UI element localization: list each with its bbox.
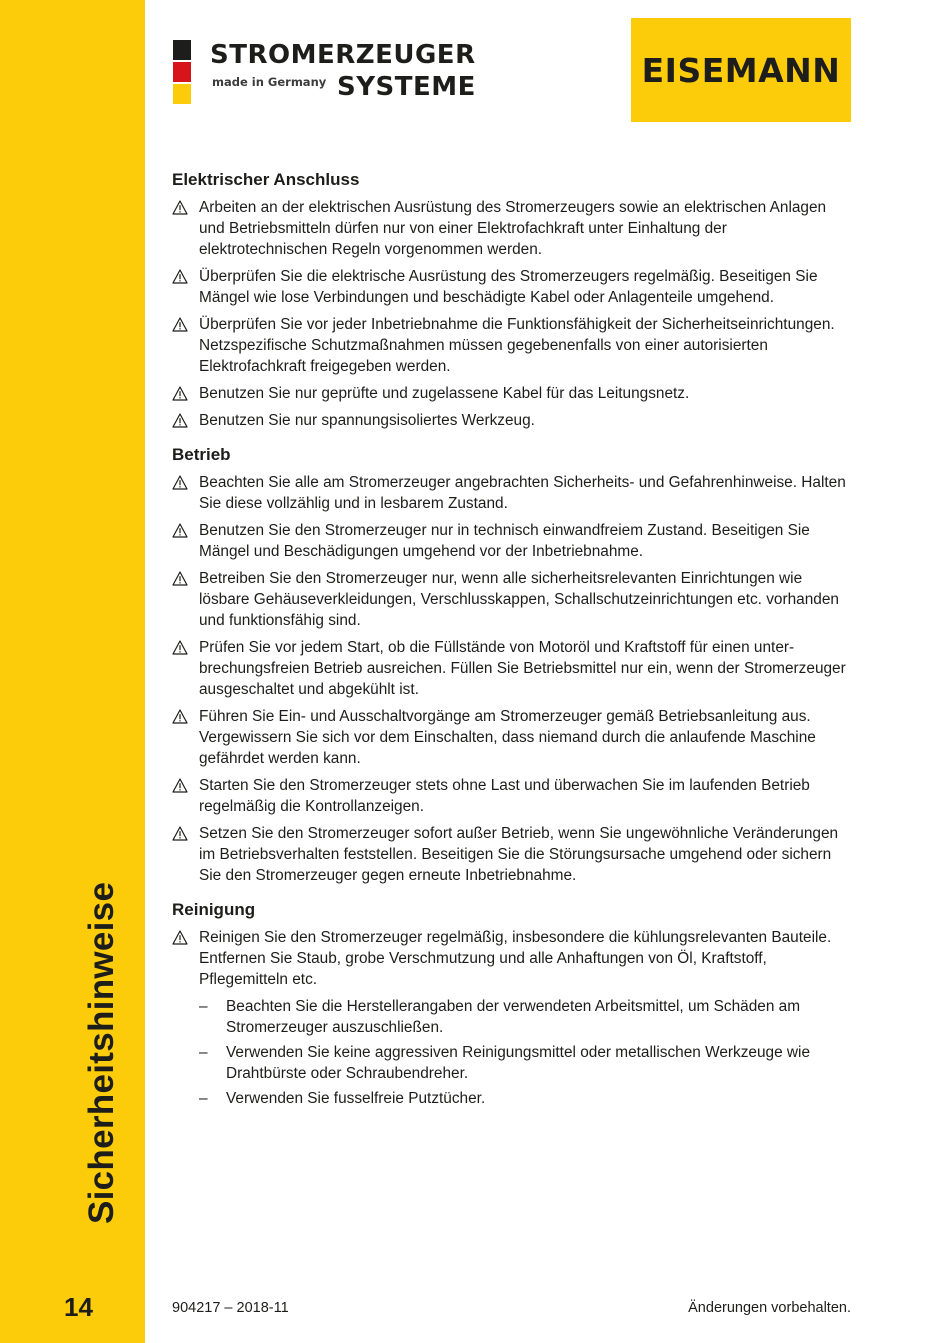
- list-item: [172, 775, 852, 817]
- warning-icon: [172, 386, 188, 401]
- sub-list-item-text: Verwenden Sie keine aggressiven Reinigungsmittel oder metallischen Werkzeuge wie Drahtbürste oder Schraubendreher.: [226, 1044, 811, 1082]
- sub-list-item: [172, 1088, 852, 1109]
- list-item: [172, 472, 852, 514]
- warning-icon: [172, 709, 188, 724]
- list-item: [172, 383, 852, 404]
- list-item: [172, 927, 852, 990]
- list-item-text: Reinigen Sie den Stromerzeuger regelmäßig, insbesondere die kühlungsrelevanten Bauteile. Entfernen Sie Staub, grobe Verschmutzung und alle Anhaftungen von Öl, Kraftstoff, Pflegemitteln etc.: [199, 929, 832, 988]
- brand-logo: [631, 18, 851, 122]
- list-item: [172, 637, 852, 700]
- warning-icon: [172, 826, 188, 841]
- content: [172, 168, 852, 1121]
- section-reinigung: [172, 898, 852, 1109]
- sub-list-item: [172, 1042, 852, 1084]
- sub-list-item: [172, 996, 852, 1038]
- list-item-text: Betreiben Sie den Stromerzeuger nur, wenn alle sicherheitsrelevanten Einrichtungen wie lösbare Gehäuseverkleidungen, Verschlusskappen, Schallschutzeinrichtungen etc. vorhanden und funktionsfähig sind.: [199, 570, 839, 629]
- list-item-text: Benutzen Sie nur geprüfte und zugelassene Kabel für das Leitungsnetz.: [199, 385, 690, 402]
- section-heading: Elektrischer Anschluss: [172, 170, 360, 189]
- logo-tagline: made in Germany: [212, 75, 327, 89]
- section-heading: Reinigung: [172, 900, 256, 919]
- logo-line2: SYSTEME: [337, 72, 476, 102]
- warning-icon: [172, 523, 188, 538]
- warning-icon: [172, 413, 188, 428]
- dash-bullet: –: [199, 998, 208, 1015]
- warning-icon: [172, 778, 188, 793]
- list-item: [172, 520, 852, 562]
- list-item-text: Setzen Sie den Stromerzeuger sofort außer Betrieb, wenn Sie ungewöhnliche Veränderungen im Betriebsverhalten feststellen. Beseitigen Sie die Störungsursache umgehend oder sichern Sie den Stromerzeuger gegen erneute Inbetriebnahme.: [199, 825, 839, 884]
- footer-note: Änderungen vorbehalten.: [688, 1300, 851, 1316]
- list-item-text: Überprüfen Sie die elektrische Ausrüstung des Stromerzeugers regelmäßig. Beseitigen Sie Mängel wie lose Verbindungen und beschädigte Kabel oder Anlagenteile umgehend.: [199, 268, 818, 306]
- list-item-text: Benutzen Sie den Stromerzeuger nur in technisch einwandfreiem Zustand. Beseitigen Sie Mängel und Beschädigungen umgehend vor der Inbetriebnahme.: [199, 522, 810, 560]
- germany-flag-icon: [173, 40, 191, 106]
- list-item: [172, 410, 852, 431]
- list-item: [172, 568, 852, 631]
- brand-name: EISEMANN: [641, 50, 841, 90]
- list-item-text: Arbeiten an der elektrischen Ausrüstung des Stromerzeugers sowie an elektrischen Anlagen und Betriebsmitteln dürfen nur von einer Elektrofachkraft unter Einhaltung der elektrotechnischen Regeln vorgenommen werden.: [199, 199, 827, 258]
- flag-stripe-black: [173, 40, 191, 60]
- list-item-text: Führen Sie Ein- und Ausschaltvorgänge am Stromerzeuger gemäß Betriebsanleitung aus. Vergewissern Sie sich vor dem Einschalten, dass niemand durch die anlaufende Maschine gefährdet werden kann.: [199, 708, 816, 767]
- list-item: [172, 197, 852, 260]
- warning-icon: [172, 269, 188, 284]
- warning-icon: [172, 571, 188, 586]
- warning-icon: [172, 930, 188, 945]
- side-bar: [0, 0, 145, 1343]
- list-item: [172, 266, 852, 308]
- section-betrieb: [172, 443, 852, 886]
- list-item: [172, 823, 852, 886]
- list-item-text: Benutzen Sie nur spannungsisoliertes Werkzeug.: [199, 412, 535, 429]
- list-item-text: Prüfen Sie vor jedem Start, ob die Füllstände von Motoröl und Kraftstoff für einen unterbrechungsfreien Betrieb ausreichen. Füllen Sie Betriebsmittel nur ein, wenn der Stromerzeuger ausgeschaltet und abgekühlt ist.: [199, 639, 846, 698]
- document-code: 904217 – 2018-11: [172, 1300, 289, 1316]
- list-item: [172, 706, 852, 769]
- section-heading: Betrieb: [172, 445, 231, 464]
- flag-stripe-gold: [173, 84, 191, 104]
- warning-icon: [172, 475, 188, 490]
- page-number: 14: [64, 1292, 93, 1322]
- sub-list-item-text: Verwenden Sie fusselfreie Putztücher.: [226, 1090, 486, 1107]
- list-item-text: Starten Sie den Stromerzeuger stets ohne Last und überwachen Sie im laufenden Betrieb regelmäßig die Kontrollanzeigen.: [199, 777, 810, 815]
- flag-stripe-red: [173, 62, 191, 82]
- section-elektrischer-anschluss: [172, 168, 852, 431]
- warning-icon: [172, 640, 188, 655]
- dash-bullet: –: [199, 1090, 208, 1107]
- list-item: [172, 314, 852, 377]
- list-item-text: Beachten Sie alle am Stromerzeuger angebrachten Sicherheits- und Gefahrenhinweise. Halten Sie diese vollzählig und in lesbarem Zustand.: [199, 474, 846, 512]
- warning-icon: [172, 317, 188, 332]
- side-title: Sicherheitshinweise: [82, 881, 121, 1224]
- logo-line1: STROMERZEUGER: [210, 40, 476, 70]
- list-item-text: Überprüfen Sie vor jeder Inbetriebnahme die Funktionsfähigkeit der Sicherheitseinrichtungen. Netzspezifische Schutzmaßnahmen müssen gegebenenfalls von einer autorisierten Elektrofachkraft freigegeben werden.: [199, 316, 835, 375]
- dash-bullet: –: [199, 1044, 208, 1061]
- warning-icon: [172, 200, 188, 215]
- sub-list-item-text: Beachten Sie die Herstellerangaben der verwendeten Arbeitsmittel, um Schäden am Stromerzeuger auszuschließen.: [226, 998, 801, 1036]
